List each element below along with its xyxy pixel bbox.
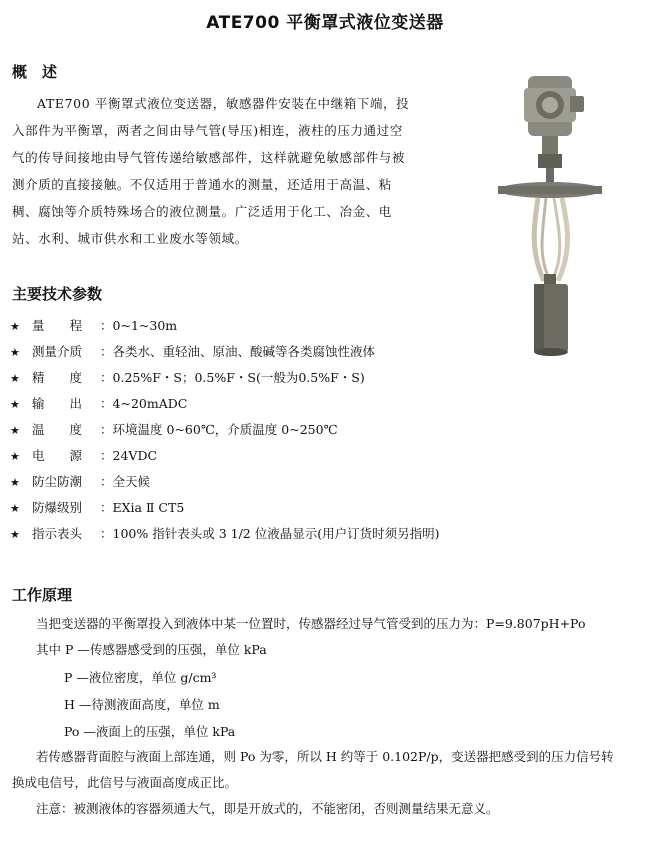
spec-label: 精 度 bbox=[32, 370, 83, 385]
star-icon: ★ bbox=[10, 528, 20, 541]
star-icon: ★ bbox=[10, 450, 20, 463]
spec-value: 100% 指针表头或 3 1/2 位液晶显示(用户订货时须另指明) bbox=[112, 526, 440, 541]
star-icon: ★ bbox=[10, 346, 20, 359]
principle-heading: 工作原理 bbox=[12, 586, 73, 604]
overview-heading: 概 述 bbox=[12, 63, 58, 81]
principle-definition: 其中 P —传感器感受到的压强，单位 kPa bbox=[36, 642, 267, 657]
spec-value: 全天候 bbox=[112, 474, 151, 489]
spec-value: 4~20mADC bbox=[112, 396, 188, 411]
spec-value: 0~1~30m bbox=[112, 318, 178, 333]
spec-label: 防爆级别 bbox=[32, 500, 83, 515]
overview-text: ATE700 平衡罩式液位变送器，敏感器件安装在中继箱下端，投入部件为平衡罩，两者之间由导气管(导压)相连，液柱的压力通过空气的传导间接地由导气管传递给敏感部件，这样就避免敏感部件与被测介质的直接接触。不仅适用于普通水的测量，还适用于高温、粘稠、腐蚀等介质特殊场合的液位测量。广泛适用于化工、冶金、电站、水利、城市供水和工业废水等领域。 bbox=[12, 96, 410, 246]
spec-label: 防尘防潮 bbox=[32, 474, 83, 489]
spec-item: ★ 防尘防潮 ：全天候 bbox=[10, 469, 630, 495]
star-icon: ★ bbox=[10, 502, 20, 515]
principle-explanation: 换成电信号，此信号与液面高度成正比。 bbox=[12, 775, 238, 790]
star-icon: ★ bbox=[10, 398, 20, 411]
spec-label: 量 程 bbox=[32, 318, 83, 333]
star-icon: ★ bbox=[10, 372, 20, 385]
spec-value: EXia Ⅱ CT5 bbox=[112, 500, 185, 515]
overview-paragraph bbox=[12, 90, 412, 252]
spec-item: ★ 输 出 ：4~20mADC bbox=[10, 391, 630, 417]
spec-label: 温 度 bbox=[32, 422, 83, 437]
star-icon: ★ bbox=[10, 320, 20, 333]
spec-item: ★ 精 度 ：0.25%F・S；0.5%F・S(一般为0.5%F・S) bbox=[10, 365, 630, 391]
specs-heading: 主要技术参数 bbox=[12, 285, 103, 303]
spec-item: ★ 防爆级别 ：EXia Ⅱ CT5 bbox=[10, 495, 630, 521]
spec-label: 测量介质 bbox=[32, 344, 83, 359]
principle-formula: 当把变送器的平衡罩投入到液体中某一位置时，传感器经过导气管受到的压力为：P=9.807pH+Po bbox=[36, 616, 586, 631]
principle-explanation: 若传感器背面腔与液面上部连通，则 Po 为零，所以 H 约等于 0.102P/p，变送器把感受到的压力信号转 bbox=[36, 749, 614, 764]
spec-value: 0.25%F・S；0.5%F・S(一般为0.5%F・S) bbox=[112, 370, 365, 385]
principle-note: 注意：被测液体的容器须通大气，即是开放式的，不能密闭，否则测量结果无意义。 bbox=[36, 801, 499, 816]
principle-definition: Po —液面上的压强，单位 kPa bbox=[64, 724, 236, 739]
spec-item: ★ 电 源 ：24VDC bbox=[10, 443, 630, 469]
page-title: ATE700 平衡罩式液位变送器 bbox=[206, 13, 444, 33]
principle-definition: H —待测液面高度，单位 m bbox=[64, 697, 220, 712]
spec-value: 环境温度 0~60℃，介质温度 0~250℃ bbox=[112, 422, 338, 437]
star-icon: ★ bbox=[10, 476, 20, 489]
spec-item: ★ 测量介质 ：各类水、重轻油、原油、酸碱等各类腐蚀性液体 bbox=[10, 339, 630, 365]
spec-item: ★ 指示表头 ：100% 指针表头或 3 1/2 位液晶显示(用户订货时须另指明) bbox=[10, 521, 630, 547]
spec-label: 电 源 bbox=[32, 448, 83, 463]
spec-value: 24VDC bbox=[112, 448, 158, 463]
spec-value: 各类水、重轻油、原油、酸碱等各类腐蚀性液体 bbox=[112, 344, 376, 359]
star-icon: ★ bbox=[10, 424, 20, 437]
spec-label: 输 出 bbox=[32, 396, 83, 411]
spec-label: 指示表头 bbox=[32, 526, 83, 541]
spec-list bbox=[10, 313, 630, 547]
spec-item: ★ 量 程 ：0~1~30m bbox=[10, 313, 630, 339]
principle-definition: P —液位密度，单位 g/cm³ bbox=[64, 670, 217, 685]
spec-item: ★ 温 度 ：环境温度 0~60℃，介质温度 0~250℃ bbox=[10, 417, 630, 443]
